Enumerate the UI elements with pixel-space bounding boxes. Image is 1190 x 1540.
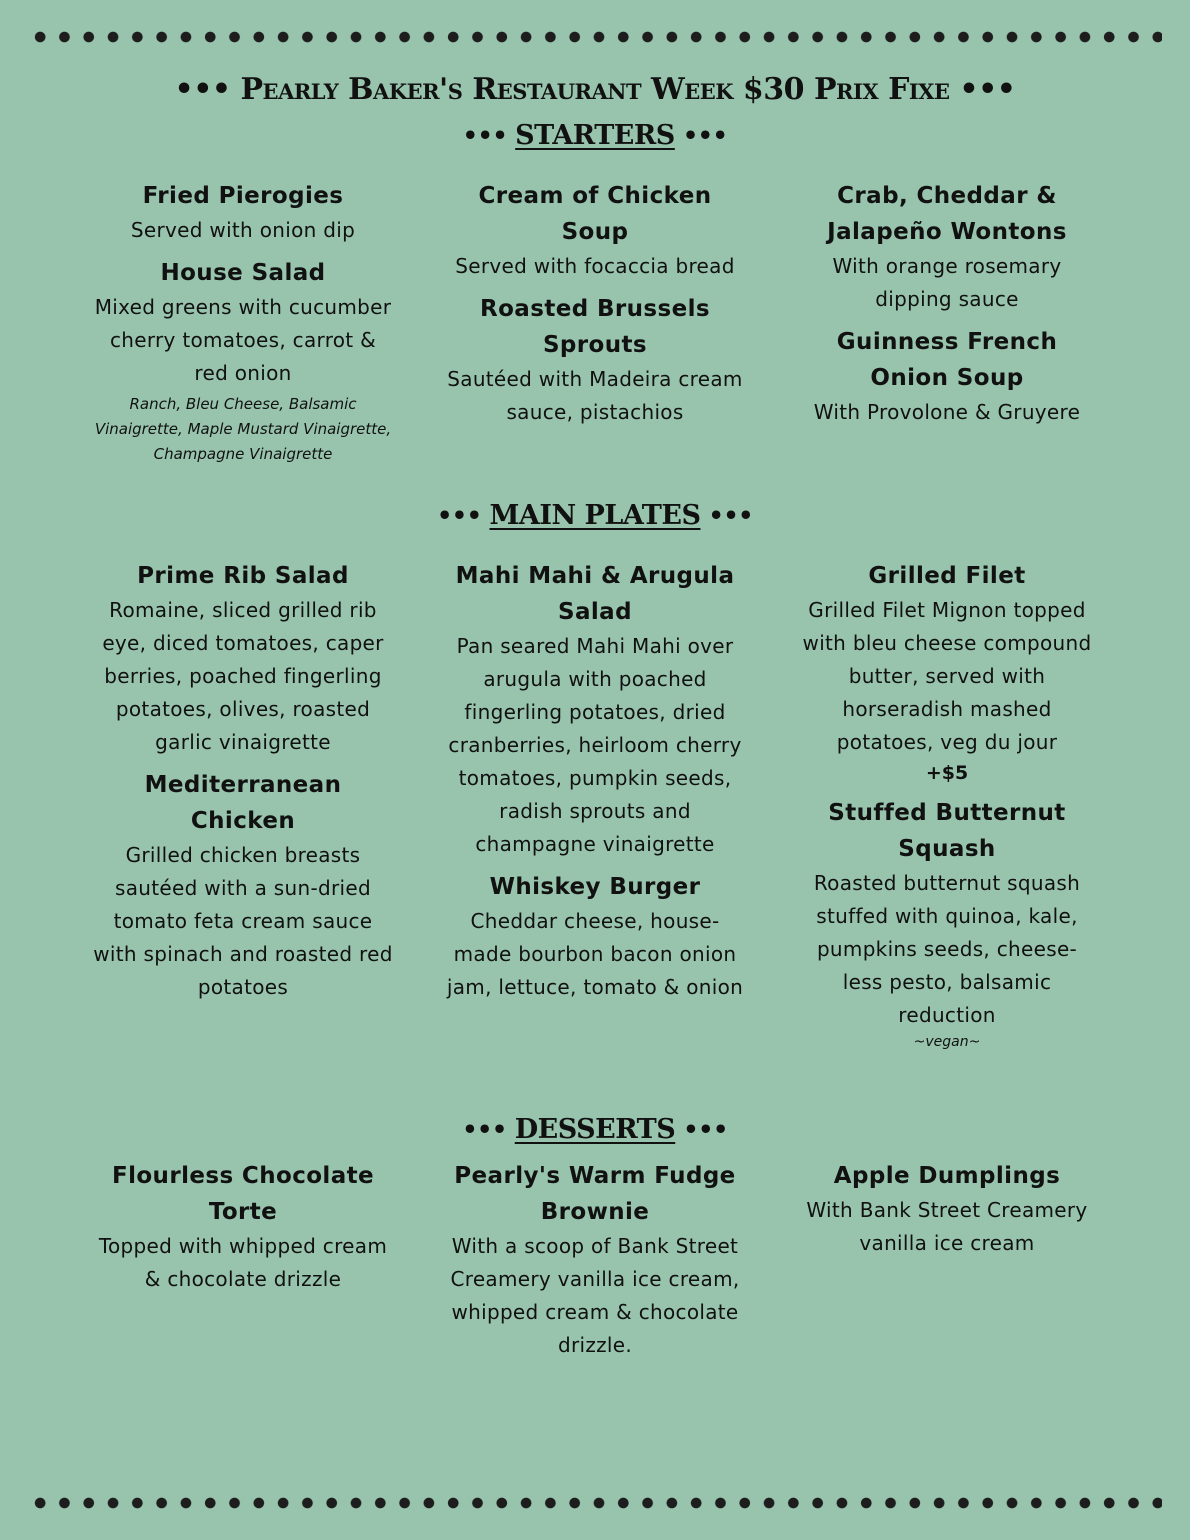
- item-name: Mediterranean Chicken: [144, 772, 342, 834]
- item-description: Grilled Filet Mignon topped with bleu cheese compound butter, served with horseradish mashed potatoes, veg du jour: [802, 598, 1092, 754]
- item-name: Mahi Mahi & Arugula Salad: [455, 563, 735, 625]
- item-description: Sautéed with Madeira cream sauce, pistachios: [447, 367, 743, 424]
- item-description: Romaine, sliced grilled rib eye, diced tomatoes, caper berries, poached fingerling potatoes, olives, roasted garlic vinaigrette: [102, 598, 384, 754]
- item-name: Crab, Cheddar & Jalapeño Wontons: [827, 183, 1067, 245]
- item-description: Served with onion dip: [130, 218, 356, 242]
- menu-item: [797, 178, 1097, 316]
- menu-item: [93, 1158, 393, 1296]
- mains-column-3: [797, 558, 1097, 1060]
- item-description: Cheddar cheese, house-made bourbon bacon onion jam, lettuce, tomato & onion: [446, 909, 744, 999]
- item-name: Roasted Brussels Sprouts: [480, 296, 710, 358]
- mains-column-2: [445, 558, 745, 1012]
- item-name: Cream of Chicken Soup: [478, 183, 712, 245]
- starters-heading: ••• STARTERS •••: [462, 120, 728, 151]
- starters-column-1: [93, 178, 393, 475]
- item-description: Served with focaccia bread: [455, 254, 735, 278]
- item-description: Roasted butternut squash stuffed with quinoa, kale, pumpkins seeds, cheese-less pesto, balsamic reduction: [813, 871, 1081, 1027]
- item-description: Pan seared Mahi Mahi over arugula with poached fingerling potatoes, dried cranberries, heirloom cherry tomatoes, pumpkin seeds, radish sprouts and champagne vinaigrette: [448, 634, 742, 856]
- starters-column-3: [797, 178, 1097, 437]
- menu-item: [797, 795, 1097, 1052]
- starters-column-2: [445, 178, 745, 437]
- item-name: Pearly's Warm Fudge Brownie: [454, 1163, 736, 1225]
- item-description: With Bank Street Creamery vanilla ice cream: [806, 1198, 1088, 1255]
- menu-item: [797, 1158, 1097, 1260]
- item-name: Flourless Chocolate Torte: [111, 1163, 375, 1225]
- menu-item: [445, 178, 745, 283]
- menu-title: ••• Pearly Baker's Restaurant Week $30 Prix Fixe •••: [174, 72, 1016, 107]
- menu-item: [445, 291, 745, 429]
- menu-item: [93, 178, 393, 247]
- menu-item: [93, 255, 393, 467]
- dressing-options: Ranch, Bleu Cheese, Balsamic Vinaigrette, Maple Mustard Vinaigrette, Champagne Vinaigrette: [94, 395, 392, 463]
- top-dot-border: [28, 30, 1162, 44]
- menu-item: [93, 767, 393, 1004]
- main-plates-heading: ••• MAIN PLATES •••: [436, 500, 754, 531]
- menu-item: [797, 558, 1097, 787]
- desserts-column-3: [797, 1158, 1097, 1268]
- menu-item: [797, 324, 1097, 429]
- main-plates-heading-text: MAIN PLATES: [489, 500, 701, 531]
- item-name: Grilled Filet: [868, 563, 1026, 589]
- item-description: Mixed greens with cucumber cherry tomatoes, carrot & red onion: [94, 295, 392, 385]
- price-supplement: +$5: [925, 762, 969, 784]
- item-name: Guinness French Onion Soup: [836, 329, 1058, 391]
- item-description: With orange rosemary dipping sauce: [832, 254, 1062, 311]
- item-name: Prime Rib Salad: [137, 563, 349, 589]
- item-name: Whiskey Burger: [489, 874, 701, 900]
- desserts-heading: ••• DESSERTS •••: [462, 1114, 728, 1145]
- item-description: With a scoop of Bank Street Creamery vanilla ice cream, whipped cream & chocolate drizzle.: [450, 1234, 740, 1357]
- bottom-dot-border: [28, 1496, 1162, 1510]
- item-description: Grilled chicken breasts sautéed with a sun-dried tomato feta cream sauce with spinach and roasted red potatoes: [93, 843, 393, 999]
- item-name: House Salad: [160, 260, 326, 286]
- item-description: With Provolone & Gruyere: [813, 400, 1081, 424]
- vegan-tag: ~vegan~: [913, 1034, 981, 1050]
- item-name: Apple Dumplings: [833, 1163, 1061, 1189]
- menu-item: [93, 558, 393, 759]
- item-name: Fried Pierogies: [142, 183, 344, 209]
- starters-heading-text: STARTERS: [515, 120, 675, 151]
- menu-item: [445, 558, 745, 861]
- menu-item: [445, 869, 745, 1004]
- desserts-column-2: [445, 1158, 745, 1370]
- mains-column-1: [93, 558, 393, 1012]
- item-name: Stuffed Butternut Squash: [828, 800, 1066, 862]
- desserts-column-1: [93, 1158, 393, 1304]
- item-description: Topped with whipped cream & chocolate drizzle: [98, 1234, 388, 1291]
- menu-item: [445, 1158, 745, 1362]
- desserts-heading-text: DESSERTS: [514, 1114, 676, 1145]
